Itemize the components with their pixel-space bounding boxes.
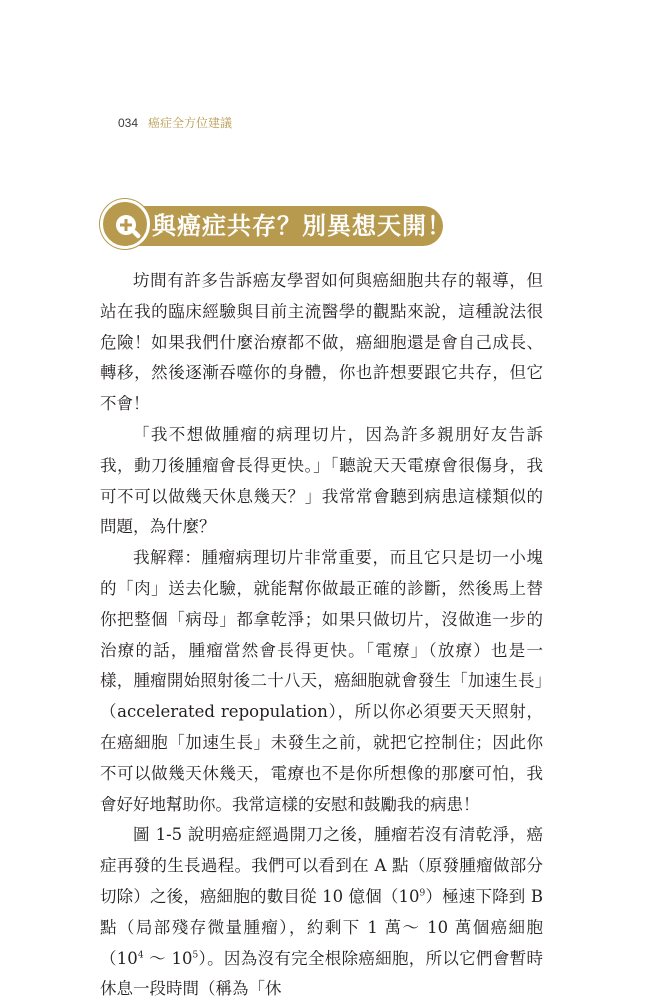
exponent-5: 5 — [192, 950, 199, 961]
paragraph-1: 坊間有許多告訴癌友學習如何與癌細胞共存的報導，但站在我的臨床經驗與目前主流醫學的觀點來說，這種說法很危險！如果我們什麼治療都不做，癌細胞還是會自己成長、轉移，然後逐漸吞噬你的身體，你也許想要跟它共存，但它不會！ — [100, 271, 543, 414]
paragraph-4-part-b: ）極速下降到 B 點（局部殘存微量腫瘤），約剩下 1 萬～ 10 萬個癌細胞（10 — [100, 886, 544, 968]
paragraph-3: 我解釋：腫瘤病理切片非常重要，而且它只是切一小塊的「肉」送去化驗，就能幫你做最正確的診斷，然後馬上替你把整個「病母」都拿乾淨；如果只做切片，沒做進一步的治療的話，腫瘤當然會長得更快。「電療」（放療）也是一樣，腫瘤開始照射後二十八天，癌細胞就會發生「加速生長」（accelerated repopulation），所以你必須要天天照射，在癌細胞「加速生長」未發生之前，就把它控制住；因此你不可以做幾天休幾天，電療也不是你所想像的那麼可怕，我會好好地幫助你。我常這樣的安慰和鼓勵我的病患！ — [100, 548, 543, 814]
paragraph-4-part-d: ）。因為沒有完全根除癌細胞，所以它們會暫時休息一段時間（稱為「休 — [100, 948, 543, 999]
section-heading-banner — [100, 199, 452, 251]
exponent-4: 4 — [137, 950, 144, 961]
body-text — [100, 266, 543, 1005]
banner-circle — [100, 199, 150, 249]
section-title: 與癌症共存？別異想天開！ — [152, 212, 452, 240]
paragraph-4-part-c: ～ 10 — [143, 948, 193, 968]
paragraph-4 — [100, 820, 543, 1005]
exponent-9: 9 — [419, 888, 426, 899]
page-header — [118, 114, 232, 131]
running-title: 癌症全方位建議 — [148, 116, 233, 130]
paragraph-4-part-a: 圖 1-5 說明癌症經過開刀之後，腫瘤若沒有清乾淨，癌症再發的生長過程。我們可以看到在 A 點（原發腫瘤做部分切除）之後，癌細胞的數目從 10 億個（10 — [100, 825, 543, 906]
magnifier-plus-icon — [113, 212, 143, 242]
paragraph-2: 「我不想做腫瘤的病理切片，因為許多親朋好友告訴我，動刀後腫瘤會長得更快。」「聽說天天電療會很傷身，我可不可以做幾天休息幾天？」我常常會聽到病患這樣類似的問題，為什麼？ — [100, 424, 543, 537]
page-number: 034 — [118, 116, 139, 130]
